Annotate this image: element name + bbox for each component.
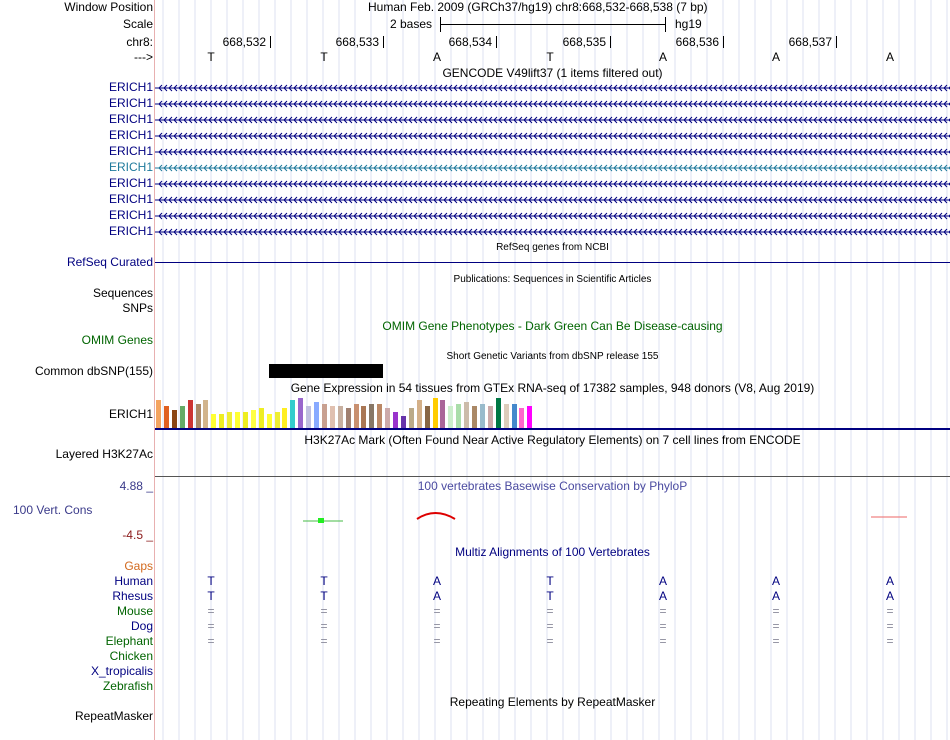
gencode-transcript-line[interactable] [155, 208, 950, 223]
multiz-base: A [658, 589, 667, 603]
refseq-gene-line[interactable] [155, 262, 950, 263]
base-letter: A [658, 50, 667, 64]
gtex-baseline [155, 428, 950, 430]
multiz-species-label[interactable]: Rhesus [112, 589, 153, 603]
gtex-tissue-bar[interactable] [243, 412, 248, 428]
multiz-base: = [546, 619, 554, 633]
base-letter: A [432, 50, 441, 64]
gencode-transcript-label[interactable]: ERICH1 [108, 96, 153, 110]
gencode-transcript-label[interactable]: ERICH1 [108, 160, 153, 174]
gencode-transcript-label[interactable]: ERICH1 [108, 208, 153, 222]
phylop-signal[interactable] [155, 505, 950, 530]
phylop-track-label[interactable]: 100 Vert. Cons [13, 503, 93, 517]
multiz-base: T [207, 574, 215, 588]
gtex-tissue-bar[interactable] [235, 412, 240, 428]
omim-track-label[interactable]: OMIM Genes [81, 333, 153, 347]
gtex-tissue-bar[interactable] [330, 406, 335, 428]
gtex-tissue-bar[interactable] [282, 408, 287, 428]
multiz-base: A [885, 589, 894, 603]
multiz-base: T [546, 574, 554, 588]
gtex-tissue-bar[interactable] [267, 414, 272, 428]
window-position-text: Human Feb. 2009 (GRCh37/hg19) chr8:668,532-668,538 (7 bp) [368, 0, 708, 14]
multiz-base: = [320, 604, 328, 618]
gencode-transcript-line[interactable] [155, 176, 950, 191]
gencode-transcript-line[interactable] [155, 144, 950, 159]
multiz-base: = [433, 634, 441, 648]
multiz-base: = [659, 604, 667, 618]
multiz-species-label[interactable]: Mouse [116, 604, 153, 618]
gtex-tissue-bar[interactable] [164, 406, 169, 428]
multiz-base: = [433, 619, 441, 633]
multiz-species-label[interactable]: Elephant [105, 634, 153, 648]
phylop-track-title: 100 vertebrates Basewise Conservation by PhyloP [417, 479, 688, 493]
gtex-tissue-bar[interactable] [361, 406, 366, 428]
gencode-transcript-line[interactable] [155, 80, 950, 95]
refseq-track-label[interactable]: RefSeq Curated [66, 255, 153, 269]
gtex-tissue-bar[interactable] [211, 414, 216, 428]
position-tick-label: 668,534 [448, 35, 492, 49]
omim-track-title: OMIM Gene Phenotypes - Dark Green Can Be Disease-causing [382, 319, 723, 333]
gtex-tissue-bar[interactable] [401, 416, 406, 428]
h3k27ac-track-title: H3K27Ac Mark (Often Found Near Active Regulatory Elements) on 7 cell lines from ENCODE [304, 433, 801, 447]
gtex-tissue-bar[interactable] [488, 406, 493, 428]
multiz-base: T [207, 589, 215, 603]
multiz-species-label[interactable]: Dog [130, 619, 153, 633]
multiz-base: A [432, 589, 441, 603]
gtex-tissue-bar[interactable] [196, 404, 201, 428]
gtex-tissue-bar[interactable] [172, 410, 177, 428]
chrom-label: chr8: [126, 35, 153, 49]
multiz-gaps-label[interactable]: Gaps [124, 559, 153, 573]
gtex-tissue-bar[interactable] [496, 398, 501, 428]
gencode-transcript-line[interactable] [155, 128, 950, 143]
gencode-transcript-label[interactable]: ERICH1 [108, 112, 153, 126]
position-tick [270, 36, 271, 48]
scale-text: 2 bases [390, 17, 433, 31]
multiz-base: T [546, 589, 554, 603]
gtex-tissue-bar[interactable] [338, 406, 343, 428]
gtex-tissue-bar[interactable] [259, 408, 264, 428]
gencode-transcript-line[interactable] [155, 224, 950, 239]
gtex-tissue-bar[interactable] [377, 404, 382, 428]
multiz-base: T [320, 589, 328, 603]
multiz-base: = [207, 604, 215, 618]
gencode-transcript-line[interactable] [155, 112, 950, 127]
position-tick-label: 668,537 [788, 35, 832, 49]
scale-bar [440, 24, 666, 25]
position-tick-label: 668,535 [562, 35, 606, 49]
gtex-tissue-bar[interactable] [306, 406, 311, 428]
gtex-tissue-bar[interactable] [322, 404, 327, 428]
position-tick-label: 668,532 [222, 35, 266, 49]
browser-image-left-border [154, 0, 155, 740]
scale-assembly: hg19 [675, 17, 702, 31]
multiz-base: = [886, 604, 894, 618]
strand-label: ---> [134, 50, 153, 64]
scale-label: Scale [122, 17, 153, 31]
multiz-base: = [546, 604, 554, 618]
multiz-base: = [659, 619, 667, 633]
gtex-tissue-bar[interactable] [251, 410, 256, 428]
gtex-tissue-bar[interactable] [512, 404, 517, 428]
position-tick [836, 36, 837, 48]
gtex-tissue-bar[interactable] [203, 400, 208, 428]
multiz-base: A [432, 574, 441, 588]
gtex-tissue-bar[interactable] [425, 406, 430, 428]
dbsnp-track-title: Short Genetic Variants from dbSNP release 155 [446, 351, 659, 362]
multiz-species-label[interactable]: X_tropicalis [90, 664, 153, 678]
gtex-tissue-bar[interactable] [369, 404, 374, 428]
gtex-tissue-bar[interactable] [448, 406, 453, 428]
gencode-transcript-label[interactable]: ERICH1 [108, 176, 153, 190]
position-tick-label: 668,533 [335, 35, 379, 49]
gencode-track-title: GENCODE V49lift37 (1 items filtered out) [442, 66, 663, 80]
gencode-transcript-label[interactable]: ERICH1 [108, 192, 153, 206]
base-letter: T [546, 50, 554, 64]
publications-track-title: Publications: Sequences in Scientific Articles [453, 274, 652, 285]
gtex-tissue-bar[interactable] [346, 408, 351, 428]
publications-label-sequences[interactable]: Sequences [92, 286, 153, 300]
position-tick-label: 668,536 [675, 35, 719, 49]
repeatmasker-track-label[interactable]: RepeatMasker [74, 709, 153, 723]
multiz-base: = [772, 619, 780, 633]
gtex-expression-bars[interactable] [155, 396, 950, 428]
gtex-tissue-bar[interactable] [519, 408, 524, 428]
multiz-base: = [207, 634, 215, 648]
gencode-transcript-line[interactable] [155, 160, 950, 175]
gtex-tissue-bar[interactable] [527, 406, 532, 428]
gtex-tissue-bar[interactable] [156, 400, 161, 428]
gencode-transcript-label[interactable]: ERICH1 [108, 80, 153, 94]
gencode-transcript-line[interactable] [155, 96, 950, 111]
multiz-base: = [659, 634, 667, 648]
gtex-tissue-bar[interactable] [385, 408, 390, 428]
base-letter: A [771, 50, 780, 64]
h3k27ac-track-label[interactable]: Layered H3K27Ac [55, 447, 153, 461]
multiz-base: A [658, 574, 667, 588]
gtex-tissue-bar[interactable] [290, 400, 295, 428]
repeatmasker-track-title: Repeating Elements by RepeatMasker [449, 695, 656, 709]
gencode-transcript-label[interactable]: ERICH1 [108, 224, 153, 238]
gtex-tissue-bar[interactable] [393, 412, 398, 428]
multiz-track-title: Multiz Alignments of 100 Vertebrates [455, 545, 650, 559]
gtex-tissue-bar[interactable] [504, 404, 509, 428]
position-tick [383, 36, 384, 48]
gencode-transcript-label[interactable]: ERICH1 [108, 144, 153, 158]
position-tick [723, 36, 724, 48]
gtex-track-label[interactable]: ERICH1 [108, 407, 153, 421]
publications-label-snps[interactable]: SNPs [122, 301, 153, 315]
multiz-base: A [885, 574, 894, 588]
multiz-base: = [207, 619, 215, 633]
multiz-base: = [772, 604, 780, 618]
gtex-tissue-bar[interactable] [409, 408, 414, 428]
dbsnp-variant-block[interactable] [269, 364, 383, 378]
multiz-base: A [771, 589, 780, 603]
refseq-track-title: RefSeq genes from NCBI [496, 242, 609, 253]
multiz-base: = [320, 634, 328, 648]
dbsnp-track-label[interactable]: Common dbSNP(155) [34, 364, 153, 378]
gtex-tissue-bar[interactable] [314, 402, 319, 428]
gtex-track-title: Gene Expression in 54 tissues from GTEx RNA-seq of 17382 samples, 948 donors (V8, Aug 2019) [290, 381, 815, 395]
gtex-tissue-bar[interactable] [440, 400, 445, 428]
window-position-label: Window Position [64, 0, 153, 14]
multiz-base: = [320, 619, 328, 633]
multiz-species-label[interactable]: Human [114, 574, 153, 588]
gtex-tissue-bar[interactable] [480, 404, 485, 428]
phylop-max-label: 4.88 _ [119, 479, 153, 493]
base-letter: T [207, 50, 215, 64]
gtex-tissue-bar[interactable] [227, 412, 232, 428]
multiz-base: = [886, 634, 894, 648]
gtex-tissue-bar[interactable] [298, 398, 303, 428]
multiz-base: A [771, 574, 780, 588]
base-letter: A [885, 50, 894, 64]
multiz-base: = [433, 604, 441, 618]
multiz-base: T [320, 574, 328, 588]
gtex-tissue-bar[interactable] [188, 400, 193, 428]
base-letter: T [320, 50, 328, 64]
position-tick [496, 36, 497, 48]
multiz-base: = [772, 634, 780, 648]
gtex-tissue-bar[interactable] [180, 406, 185, 428]
gtex-tissue-bar[interactable] [433, 398, 438, 428]
multiz-base: = [886, 619, 894, 633]
gtex-tissue-bar[interactable] [354, 404, 359, 428]
gtex-tissue-bar[interactable] [219, 414, 224, 428]
gtex-tissue-bar[interactable] [417, 400, 422, 428]
gtex-tissue-bar[interactable] [472, 406, 477, 428]
position-tick [610, 36, 611, 48]
multiz-base: = [546, 634, 554, 648]
gtex-tissue-bar[interactable] [275, 412, 280, 428]
multiz-species-label[interactable]: Chicken [109, 649, 153, 663]
multiz-species-label[interactable]: Zebrafish [102, 679, 153, 693]
gencode-transcript-label[interactable]: ERICH1 [108, 128, 153, 142]
phylop-min-label: -4.5 _ [122, 528, 153, 542]
gencode-transcript-line[interactable] [155, 192, 950, 207]
gtex-tissue-bar[interactable] [456, 404, 461, 428]
h3k27ac-baseline [155, 476, 950, 477]
gtex-tissue-bar[interactable] [464, 402, 469, 428]
